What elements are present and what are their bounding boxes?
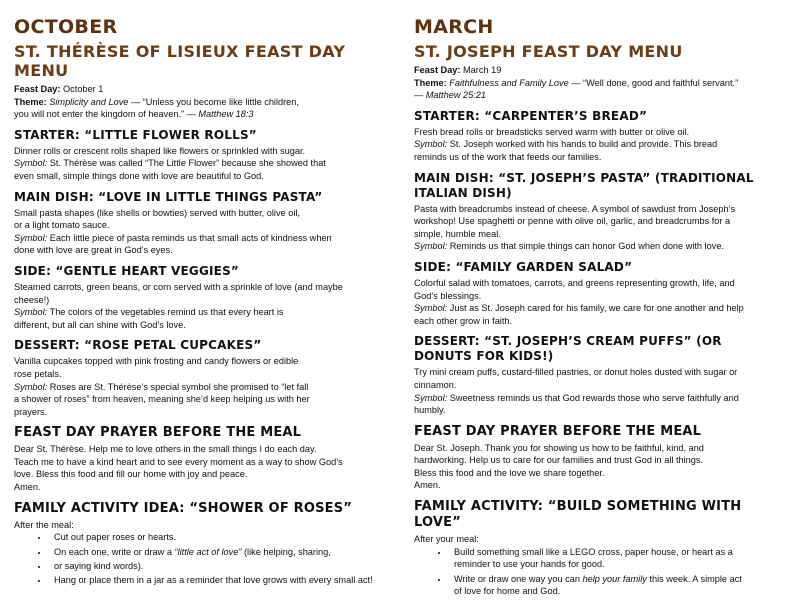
october-activity-intro: After the meal:	[14, 519, 74, 530]
symbol-text: prayers.	[14, 406, 48, 417]
march-main-symbol	[414, 240, 782, 253]
march-dessert-heading: DESSERT: “ST. JOSEPH’S CREAM PUFFS” (OR DONUTS FOR KIDS!)	[414, 334, 722, 364]
october-theme	[14, 96, 389, 121]
list-item-text: this week. A simple act	[646, 573, 742, 584]
symbol-text: Just as St. Joseph cared for his family, we care for one another and help	[447, 303, 744, 314]
list-item: • or saying kind words).	[49, 560, 389, 573]
march-activity-heading: FAMILY ACTIVITY: “BUILD SOMETHING WITH LOVE”	[414, 499, 742, 531]
list-item: • Cut out paper roses or hearts.	[49, 531, 389, 544]
prayer-line: Bless this food and the love we share together.	[414, 467, 605, 478]
list-item-text: On each one, write or draw a	[54, 546, 175, 557]
march-dessert-desc	[414, 366, 782, 391]
october-main-desc	[14, 207, 389, 232]
prayer-line: Teach me to have a kind heart and to see every moment as a way to show God’s	[14, 456, 343, 467]
march-main-heading: MAIN DISH: “ST. JOSEPH’S PASTA” (TRADITIONAL ITALIAN DISH)	[414, 170, 754, 200]
october-feast-day-label: Feast Day:	[14, 84, 61, 94]
october-side-heading: SIDE: “GENTLE HEART VEGGIES”	[14, 263, 239, 278]
symbol-text: each other grow in faith.	[414, 315, 513, 326]
march-activity-list	[414, 546, 782, 598]
october-starter-heading: STARTER: “LITTLE FLOWER ROLLS”	[14, 127, 257, 142]
march-prayer-heading: FEAST DAY PRAYER BEFORE THE MEAL	[414, 423, 702, 439]
october-theme-label: Theme:	[14, 96, 47, 107]
symbol-label: Symbol:	[14, 232, 48, 243]
march-dessert-symbol	[414, 392, 782, 417]
october-starter-desc: Dinner rolls or crescent rolls shaped like flowers or sprinkled with sugar.	[14, 145, 306, 156]
symbol-text: The colors of the vegetables remind us that every heart is	[47, 307, 284, 318]
list-item	[449, 546, 782, 571]
october-theme-quote: — “Unless you become like little children,	[128, 96, 299, 107]
symbol-label: Symbol:	[14, 158, 48, 169]
desc-text: or a light tomato sauce.	[14, 220, 110, 231]
march-side-heading: SIDE: “FAMILY GARDEN SALAD”	[414, 259, 633, 274]
prayer-line: Dear St. Thérèse. Help me to love others in the small things I do each day.	[14, 444, 317, 455]
list-item-text: Build something small like a LEGO cross, paper house, or heart as a	[454, 546, 733, 557]
symbol-text: St. Joseph worked with his hands to build and provide. This bread	[447, 139, 718, 150]
symbol-label: Symbol:	[14, 381, 48, 392]
march-side-desc	[414, 277, 782, 302]
march-month-heading: MARCH	[414, 16, 494, 38]
march-theme	[414, 77, 782, 102]
march-theme-quote: — “Well done, good and faithful servant.”	[568, 77, 739, 88]
october-feast-day	[14, 83, 389, 96]
list-item	[449, 573, 782, 598]
symbol-text: Each little piece of pasta reminds us that small acts of kindness when	[47, 232, 332, 243]
october-dessert-heading: DESSERT: “ROSE PETAL CUPCAKES”	[14, 338, 262, 353]
symbol-label: Symbol:	[414, 139, 448, 150]
desc-text: cinnamon.	[414, 379, 457, 390]
october-theme-ref: Matthew 18:3	[198, 109, 254, 120]
list-item-text: (like helping, sharing,	[241, 546, 331, 557]
symbol-text: even small, simple things done with love are beautiful to God.	[14, 170, 264, 181]
october-dessert-symbol	[14, 381, 389, 419]
march-starter-desc: Fresh bread rolls or breadsticks served warm with butter or olive oil.	[414, 126, 690, 137]
march-main-desc	[414, 203, 782, 241]
desc-text: simple, humble meal.	[414, 228, 501, 239]
symbol-label: Symbol:	[414, 392, 448, 403]
symbol-text: different, but all can shine with God’s love.	[14, 319, 186, 330]
october-prayer-heading: FEAST DAY PRAYER BEFORE THE MEAL	[14, 425, 302, 441]
march-starter-symbol	[414, 138, 782, 163]
desc-text: cheese!)	[14, 294, 50, 305]
october-column	[14, 10, 389, 589]
march-prayer	[414, 442, 782, 492]
desc-text: Colorful salad with tomatoes, carrots, and greens representing growth, life, and	[414, 277, 735, 288]
march-theme-ref: — Matthew 25:21	[414, 90, 487, 101]
october-theme-name: Simplicity and Love	[49, 96, 129, 107]
october-feast-day-value: October 1	[63, 84, 104, 94]
october-side-symbol	[14, 306, 389, 331]
march-theme-name: Faithfulness and Family Love	[449, 77, 569, 88]
october-activity-heading: FAMILY ACTIVITY IDEA: “SHOWER OF ROSES”	[14, 500, 353, 516]
october-activity-list	[14, 531, 389, 587]
symbol-label: Symbol:	[14, 307, 48, 318]
desc-text: workshop! Use spaghetti or penne with olive oil, garlic, and breadcrumbs for a	[414, 216, 731, 227]
symbol-text: a shower of roses” from heaven, meaning she’d keep helping us with her	[14, 394, 310, 405]
october-main-symbol	[14, 232, 389, 257]
desc-text: God’s blessings.	[414, 290, 482, 301]
symbol-text: Sweetness reminds us that God rewards those who serve faithfully and	[447, 392, 739, 403]
symbol-text: Reminds us that simple things can honor God when done with love.	[447, 241, 725, 252]
october-side-desc	[14, 281, 389, 306]
desc-text: rose petals.	[14, 368, 62, 379]
desc-text: Pasta with breadcrumbs instead of cheese. A symbol of sawdust from Joseph’s	[414, 203, 736, 214]
october-month-heading: OCTOBER	[14, 16, 118, 38]
list-item-text: of love for home and God.	[454, 586, 561, 597]
symbol-label: Symbol:	[414, 241, 448, 252]
symbol-text: St. Thérèse was called “The Little Flower” because she showed that	[47, 158, 326, 169]
october-menu-title: ST. THÉRÈSE OF LISIEUX FEAST DAY MENU	[14, 42, 346, 80]
prayer-line: Amen.	[14, 482, 41, 493]
march-starter-heading: STARTER: “CARPENTER’S BREAD”	[414, 108, 648, 123]
desc-text: Steamed carrots, green beans, or corn served with a sprinkle of love (and maybe	[14, 281, 343, 292]
list-item	[49, 546, 389, 559]
prayer-line: hardworking. Help us to care for our families and trust God in all things.	[414, 455, 704, 466]
list-item-emphasis: “little act of love”	[174, 546, 242, 557]
prayer-line: love. Bless this food and fill our home with joy and peace.	[14, 469, 248, 480]
march-side-symbol	[414, 302, 782, 327]
march-menu-title: ST. JOSEPH FEAST DAY MENU	[414, 42, 683, 61]
symbol-label: Symbol:	[414, 303, 448, 314]
march-activity-intro: After your meal:	[414, 534, 479, 545]
march-feast-day	[414, 64, 782, 77]
march-feast-day-value: March 19	[463, 65, 502, 75]
october-dessert-desc	[14, 355, 389, 380]
list-item-emphasis: help your family	[582, 573, 647, 584]
symbol-text: reminds us of the work that feeds our families.	[414, 151, 602, 162]
list-item-text: reminder to use your hands for good.	[454, 559, 605, 570]
prayer-line: Dear St. Joseph. Thank you for showing us how to be faithful, kind, and	[414, 442, 704, 453]
march-theme-label: Theme:	[414, 77, 447, 88]
list-item-text: Write or draw one way you can	[454, 573, 583, 584]
october-main-heading: MAIN DISH: “LOVE IN LITTLE THINGS PASTA”	[14, 189, 323, 204]
desc-text: Small pasta shapes (like shells or bowties) served with butter, olive oil,	[14, 207, 300, 218]
october-theme-quote-2: you will not enter the kingdom of heaven.” —	[14, 109, 199, 120]
march-feast-day-label: Feast Day:	[414, 65, 461, 75]
march-column	[414, 10, 782, 600]
desc-text: Vanilla cupcakes topped with pink frosting and candy flowers or edible	[14, 356, 299, 367]
prayer-line: Amen.	[414, 480, 441, 491]
october-prayer	[14, 443, 389, 493]
desc-text: Try mini cream puffs, custard-filled pastries, or donut holes dusted with sugar or	[414, 367, 738, 378]
symbol-text: Roses are St. Thérèse’s special symbol she promised to “let fall	[47, 381, 309, 392]
list-item: • Hang or place them in a jar as a reminder that love grows with every small act!	[49, 574, 389, 587]
symbol-text: humbly.	[414, 405, 446, 416]
symbol-text: done with love are great in God’s eyes.	[14, 245, 173, 256]
october-starter-symbol	[14, 157, 389, 182]
